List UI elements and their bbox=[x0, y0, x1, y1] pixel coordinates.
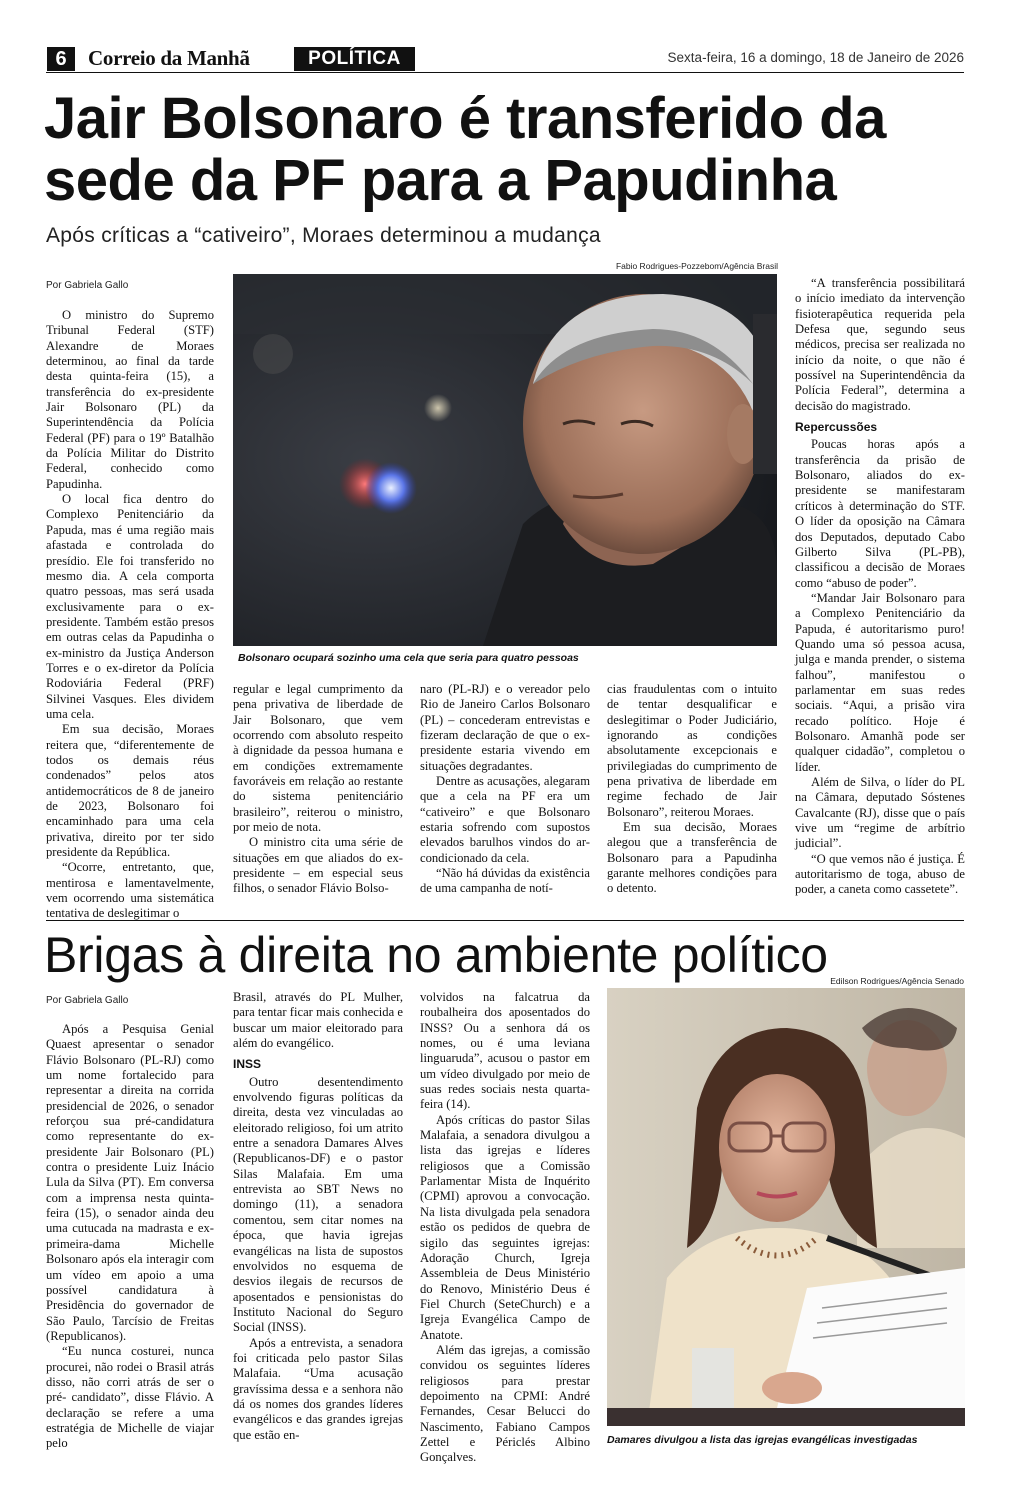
article1-subhead: Após críticas a “cativeiro”, Moraes determinou a mudança bbox=[46, 224, 601, 247]
paragraph: Além das igrejas, a comissão convidou os seguintes líderes religiosos para prestar depoimento na CPMI: André Fernandes, Cesar Belucci do Nascimento, Fabiano Campos Zettel e Périclés Albino Gonçalves. bbox=[420, 1342, 590, 1465]
article2-headline: Brigas à direita no ambiente político bbox=[44, 927, 828, 983]
paragraph: Após a Pesquisa Genial Quaest apresentar o senador Flávio Bolsonaro (PL-RJ) como um nome fortalecido para representar a direita na corrida presidencial de 2026, o senador reforçou sua pré-candidatura como representante do ex-presidente Jair Bolsonaro (PL) contra o presidente Luiz Inácio Lula da Silva (PT). Em conversa com a imprensa nesta quinta-feira (15), o senador ainda deu uma cutucada na madrasta e ex-primeira-dama Michelle Bolsonaro após ela interagir com um vídeo em apoio a uma possível candidatura à Presidência do governador de São Paulo, Tarcísio de Freitas (Republicanos). bbox=[46, 1022, 214, 1343]
article1-photo-caption: Bolsonaro ocupará sozinho uma cela que seria para quatro pessoas bbox=[238, 652, 579, 664]
paragraph: regular e legal cumprimento da pena privativa de liberdade de Jair Bolsonaro, que vem ocorrendo com absoluto respeito à dignidade da pessoa humana e em condições extremamente favoráveis em relação ao restante do sistema penitenciário brasileiro”, reiterou o ministro, por meio de nota. bbox=[233, 682, 403, 835]
section-subhead: INSS bbox=[233, 1057, 262, 1072]
article2-column-1 bbox=[46, 1022, 214, 1452]
article2-byline: Por Gabriela Gallo bbox=[46, 995, 129, 1006]
paragraph: “Eu nunca costurei, nunca procurei, não rodei o Brasil atrás disso, não corri atrás de ser o pré- candidato”, disse Flávio. A declaração se refere a uma estratégia de Michelle de viajar pelo bbox=[46, 1344, 214, 1451]
article1-column-2 bbox=[233, 682, 403, 912]
article-divider bbox=[46, 920, 964, 921]
article1-column-3 bbox=[420, 682, 590, 912]
paragraph: Outro desentendimento envolvendo figuras políticas da direita, desta vez vinculadas ao eleitorado religioso, foi um atrito entre a senadora Damares Alves (Republicanos-DF) e o pastor Silas Malafaia. Em uma entrevista ao SBT News no domingo (11), a senadora comentou, sem citar nomes na época, que havia igrejas evangélicas na lista de supostos envolvidos no esquema de desvios ilegais de recursos de aposentados e pensionistas do Instituto Nacional do Seguro Social (INSS). bbox=[233, 1074, 403, 1335]
paragraph: “Não há dúvidas da existência de uma campanha de notí- bbox=[420, 866, 590, 896]
paragraph: “Mandar Jair Bolsonaro para a Complexo Penitenciário da Papuda, é autoritarismo puro! Quando uma só pessoa acusa, julga e manda prender, o sistema falhou”, manifestou o parlamentar em suas redes sociais. “Aqui, a prisão vira recado político. Hoje é Bolsonaro. Amanhã pode ser qualquer cidadão”, completou o líder. bbox=[795, 590, 965, 774]
paragraph: “A transferência possibilitará o início imediato da intervenção fisioterapêutica requerida pela Defesa que, segundo seus médicos, precisa ser realizada no início da noite, o que não é possível na Superintendência da Polícia Federal”, determina a decisão do magistrado. bbox=[795, 276, 965, 413]
article2-photo-credit: Edilson Rodrigues/Agência Senado bbox=[830, 976, 964, 986]
paragraph: O ministro do Supremo Tribunal Federal (STF) Alexandre de Moraes determinou, ao final da tarde desta quinta-feira (15), a transferência do ex-presidente Jair Bolsonaro (PL) da Superintendência da Polícia Federal (PF) para o 19º Batalhão da Polícia Militar do Distrito Federal, conhecido como Papudinha. bbox=[46, 308, 214, 491]
paragraph: cias fraudulentas com o intuito de tentar desqualificar e deslegitimar o Poder Judiciário, ignorando as condições absolutamente excepcionais e privilegiadas do cumprimento de pena privativa de liberdade em regime fechado de Jair Bolsonaro”, reiterou Moraes. bbox=[607, 682, 777, 819]
newspaper-logo: Correio da Manhã bbox=[88, 46, 250, 70]
paragraph: Em sua decisão, Moraes alegou que a transferência de Bolsonaro para a Papudinha garante melhores condições para o detento. bbox=[607, 820, 777, 896]
paragraph: Dentre as acusações, alegaram que a cela na PF era um “cativeiro” e que Bolsonaro estaria sofrendo com supostos elevados barulhos vindos do ar-condicionado da cela. bbox=[420, 774, 590, 865]
article2-photo-caption: Damares divulgou a lista das igrejas evangélicas investigadas bbox=[607, 1434, 918, 1446]
paragraph: naro (PL-RJ) e o vereador pelo Rio de Janeiro Carlos Bolsonaro (PL) – concederam entrevistas e fizeram declaração de que o ex-presidente estaria vivendo em situações degradantes. bbox=[420, 682, 590, 773]
paragraph: Após críticas do pastor Silas Malafaia, a senadora divulgou a lista das igrejas e líderes religiosos que a Comissão Parlamentar Mista de Inquérito (CPMI) aprovou a convocação. Na lista divulgada pela senadora estão os pedidos de quebra de sigilo das seguintes igrejas: Adoração Church, Igreja Assembleia de Deus Ministério do Renovo, Ministério Deus é Fiel Church (SeteChurch) e a Igreja Evangélica Campo de Anatote. bbox=[420, 1112, 590, 1342]
paragraph: O ministro cita uma série de situações em que aliados do ex-presidente – em especial seus filhos, o senador Flávio Bolso- bbox=[233, 835, 403, 896]
damares-photo bbox=[607, 988, 965, 1426]
article2-column-3 bbox=[420, 990, 590, 1465]
article1-column-5 bbox=[795, 276, 965, 912]
article1-photo-credit: Fabio Rodrigues-Pozzebom/Agência Brasil bbox=[615, 261, 778, 271]
paragraph: Após a entrevista, a senadora foi criticada pelo pastor Silas Malafaia. “Uma acusação gravíssima dessa e a senhora não dá os nomes dos grandes líderes evangélicos e das grandes igrejas que estão en- bbox=[233, 1335, 403, 1442]
paragraph: “O que vemos não é justiça. É autoritarismo de toga, abuso de poder, a caneta como cassetete”. bbox=[795, 851, 965, 897]
paragraph: O local fica dentro do Complexo Penitenciário da Papuda, mas é uma região mais afastada e controlada do presídio. Ele foi transferido no mesmo dia. A cela comporta quatro pessoas, mas será usada exclusivamente para o ex-presidente. Também estão presos em outras celas da Papudinha o ex-ministro da Justiça Anderson Torres e o ex-diretor da Polícia Rodoviária Federal (PRF) Silvinei Vasques. Eles dividem uma cela. bbox=[46, 492, 214, 721]
article1-column-4 bbox=[607, 682, 777, 912]
article1-column-1 bbox=[46, 308, 214, 921]
paragraph: Brasil, através do PL Mulher, para tentar ficar mais conhecida e buscar um maior eleitorado para além do evangélico. bbox=[233, 990, 403, 1051]
paragraph: volvidos na falcatrua da roubalheira dos aposentados do INSS? Ou a senhora dá os nomes, ou é uma leviana linguaruda”, acusou o pastor em um vídeo divulgado por meio de suas redes sociais nesta quarta-feira (14). bbox=[420, 990, 590, 1112]
paragraph: Em sua decisão, Moraes reitera que, “diferentemente de todos os demais réus condenados” pelos atos antidemocráticos de 8 de janeiro de 2023, Bolsonaro foi encaminhado para uma cela privativa, direito por ter sido presidente da República. bbox=[46, 722, 214, 860]
paragraph: Poucas horas após a transferência da prisão de Bolsonaro, aliados do ex-presidente se manifestaram críticos à determinação do STF. O líder da oposição na Câmara dos Deputados, deputado Cabo Gilberto Silva (PL-PB), classificou a decisão de Moraes como “abuso de poder”. bbox=[795, 437, 965, 590]
article1-byline: Por Gabriela Gallo bbox=[46, 280, 129, 291]
bolsonaro-photo bbox=[233, 274, 777, 646]
paragraph: “Ocorre, entretanto, que, mentirosa e lamentavelmente, vem ocorrendo uma sistemática tentativa de deslegitimar o bbox=[46, 860, 214, 921]
section-subhead: Repercussões bbox=[795, 420, 878, 435]
header-rule bbox=[46, 72, 964, 73]
page-number: 6 bbox=[47, 47, 75, 71]
article2-column-2 bbox=[233, 990, 403, 1452]
issue-date: Sexta-feira, 16 a domingo, 18 de Janeiro de 2026 bbox=[667, 50, 964, 65]
paragraph: Além de Silva, o líder do PL na Câmara, deputado Sóstenes Cavalcante (RJ), disse que o país vive um “regime de arbítrio judicial”. bbox=[795, 775, 965, 851]
article1-headline: Jair Bolsonaro é transferido da sede da PF para a Papudinha bbox=[44, 86, 886, 213]
section-label: POLÍTICA bbox=[294, 47, 415, 71]
